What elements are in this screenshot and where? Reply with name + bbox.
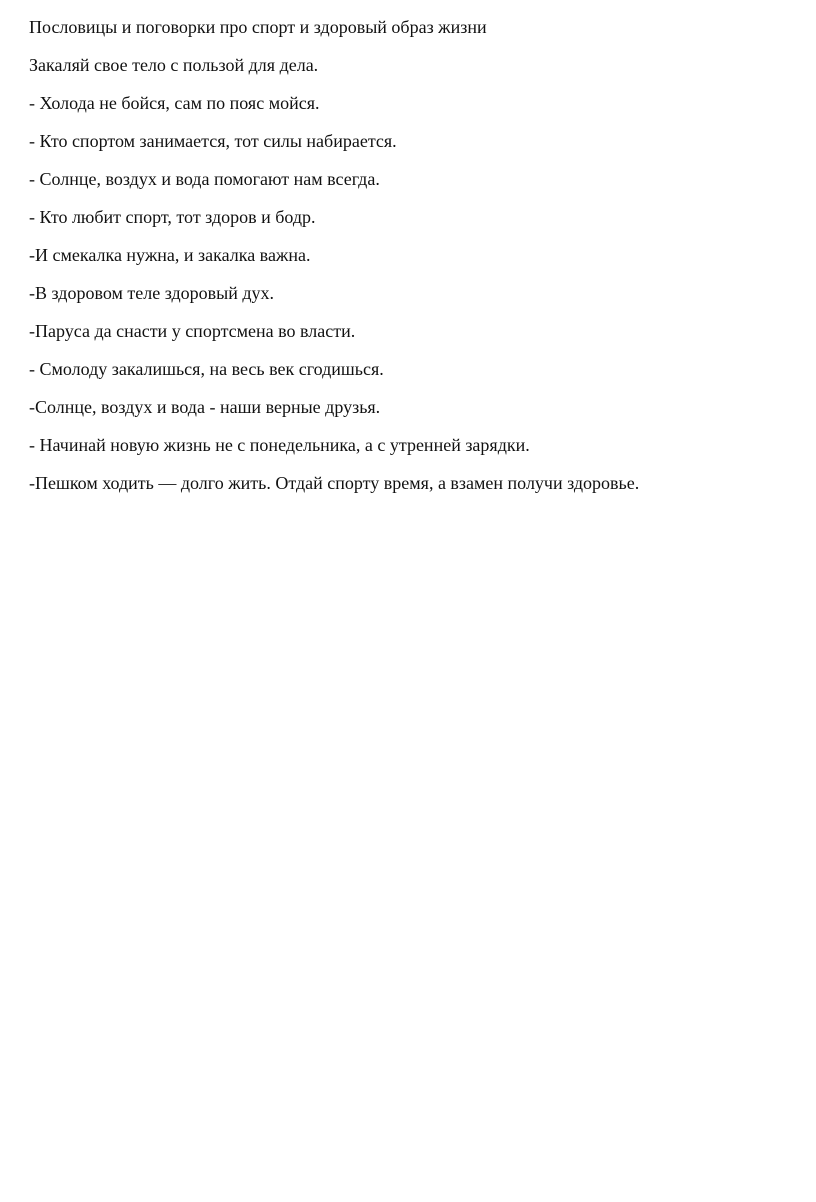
proverb-line: -Солнце, воздух и вода - наши верные друзья. (29, 397, 381, 417)
proverb-line: Закаляй свое тело с пользой для дела. (29, 55, 319, 75)
document-body (29, 14, 799, 508)
proverb-line: - Начинай новую жизнь не с понедельника, а с утренней зарядки. (29, 435, 530, 455)
proverb-line: -В здоровом теле здоровый дух. (29, 283, 275, 303)
proverb-line: - Солнце, воздух и вода помогают нам всегда. (29, 169, 380, 189)
proverb-line: -И смекалка нужна, и закалка важна. (29, 245, 311, 265)
proverb-line: - Кто спортом занимается, тот силы набирается. (29, 131, 397, 151)
document-title: Пословицы и поговорки про спорт и здоровый образ жизни (29, 17, 487, 37)
proverb-line: -Паруса да снасти у спортсмена во власти. (29, 321, 356, 341)
proverb-line: - Кто любит спорт, тот здоров и бодр. (29, 207, 316, 227)
proverb-line: - Смолоду закалишься, на весь век сгодишься. (29, 359, 384, 379)
proverb-line: -Пешком ходить — долго жить. Отдай спорту время, а взамен получи здоровье. (29, 473, 640, 493)
proverb-line: - Холода не бойся, сам по пояс мойся. (29, 93, 320, 113)
